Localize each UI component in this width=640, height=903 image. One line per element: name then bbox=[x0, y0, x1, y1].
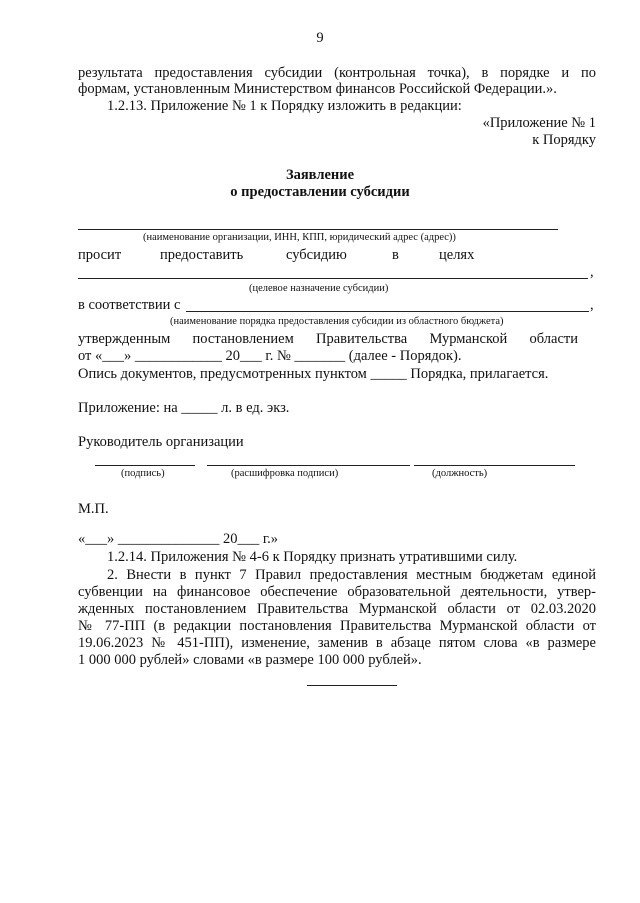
intro-line-1: результата предоставления субсидии (контрольная точка), в порядке и по bbox=[78, 65, 596, 81]
approved-line: утвержденным постановлением Правительства Мурманской области bbox=[78, 331, 578, 347]
para-2-line-5: 19.06.2023 № 451-ПП), изменение, заменив в абзаце пятом слова «в размере bbox=[78, 635, 596, 651]
asks-word-3: субсидию bbox=[286, 247, 347, 263]
signature-caption: (подпись) bbox=[121, 468, 165, 479]
form-subtitle: о предоставлении субсидии bbox=[230, 184, 410, 200]
stamp-place: М.П. bbox=[78, 501, 109, 517]
org-caption: (наименование организации, ИНН, КПП, юридический адрес (адрес)) bbox=[143, 232, 456, 243]
asks-word-1: просит bbox=[78, 247, 122, 263]
purpose-comma: , bbox=[590, 264, 594, 280]
appendix-ref-line-1: «Приложение № 1 bbox=[482, 115, 596, 131]
attachment-line: Приложение: на _____ л. в ед. экз. bbox=[78, 400, 290, 416]
asks-word-4: в bbox=[392, 247, 399, 263]
in-accordance-label: в соответствии с bbox=[78, 297, 181, 313]
para-2-line-3: жденных постановлением Правительства Мурманской области от 02.03.2020 bbox=[78, 601, 596, 617]
signature-line bbox=[95, 465, 195, 466]
head-label: Руководитель организации bbox=[78, 434, 244, 450]
date-number-line: от «___» ____________ 20___ г. № _______ (далее - Порядок). bbox=[78, 348, 462, 364]
closing-rule bbox=[307, 685, 397, 686]
para-2-line-1: 2. Внести в пункт 7 Правил предоставления местным бюджетам единой bbox=[107, 567, 596, 583]
signature-decoding-line bbox=[207, 465, 410, 466]
signature-decoding-caption: (расшифровка подписи) bbox=[231, 468, 339, 479]
purpose-caption: (целевое назначение субсидии) bbox=[249, 283, 389, 294]
para-2-line-2: субвенции на финансовое обеспечение образовательной деятельности, утвер- bbox=[78, 584, 596, 600]
position-caption: (должность) bbox=[432, 468, 488, 479]
asks-word-5: целях bbox=[439, 247, 475, 263]
para-2-line-4: № 77-ПП (в редакции постановления Правительства Мурманской области от bbox=[78, 618, 596, 634]
purpose-blank-line bbox=[78, 278, 588, 279]
asks-word-2: предоставить bbox=[160, 247, 244, 263]
inventory-line: Опись документов, предусмотренных пунктом _____ Порядка, прилагается. bbox=[78, 366, 549, 382]
item-1-2-14: 1.2.14. Приложения № 4-6 к Порядку признать утратившими силу. bbox=[107, 549, 518, 565]
intro-line-2: формам, установленным Министерством финансов Российской Федерации.». bbox=[78, 81, 557, 97]
order-caption: (наименование порядка предоставления субсидии из областного бюджета) bbox=[170, 316, 504, 327]
org-blank-line bbox=[78, 229, 558, 230]
form-title: Заявление bbox=[285, 167, 355, 183]
position-line bbox=[414, 465, 575, 466]
page-number: 9 bbox=[316, 30, 324, 46]
para-2-line-6: 1 000 000 рублей» словами «в размере 100 000 рублей». bbox=[78, 652, 422, 668]
order-blank-line bbox=[186, 311, 589, 312]
appendix-ref-line-2: к Порядку bbox=[532, 132, 596, 148]
signing-date-line: «___» ______________ 20___ г.» bbox=[78, 531, 279, 547]
item-1-2-13: 1.2.13. Приложение № 1 к Порядку изложить в редакции: bbox=[107, 98, 462, 114]
order-comma: , bbox=[590, 297, 594, 313]
